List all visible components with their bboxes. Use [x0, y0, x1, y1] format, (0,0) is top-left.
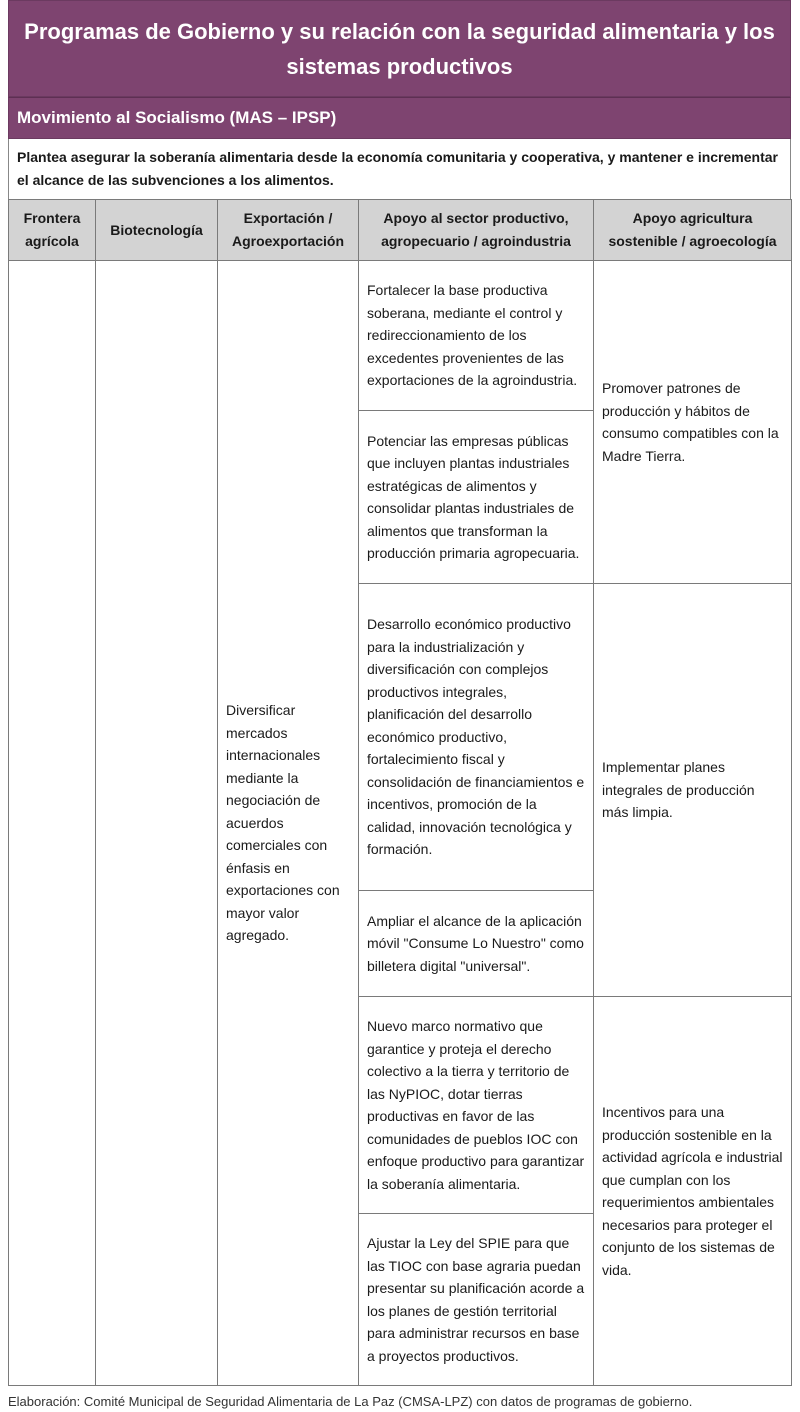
cell-frontera-agricola-empty	[9, 261, 96, 1386]
intro-statement: Plantea asegurar la soberanía alimentaria desde la economía comunitaria y cooperativa, y mantener e incrementar el alcance de las subvenciones a los alimentos.	[8, 139, 791, 199]
table-row	[9, 261, 792, 411]
header-exportacion: Exportación / Agroexportación	[218, 200, 359, 261]
table-header-row	[9, 200, 792, 261]
programs-table	[8, 199, 792, 1386]
cell-agricultura-item-2: Implementar planes integrales de producción más limpia.	[594, 584, 792, 997]
header-biotecnologia: Biotecnología	[96, 200, 218, 261]
source-note: Elaboración: Comité Municipal de Seguridad Alimentaria de La Paz (CMSA-LPZ) con datos de programas de gobierno.	[8, 1394, 693, 1409]
cell-sector-item-5: Nuevo marco normativo que garantice y proteja el derecho colectivo a la tierra y territorio de las NyPIOC, dotar tierras productivas en favor de las comunidades de pueblos IOC con enfoque productivo para garantizar la soberanía alimentaria.	[359, 997, 594, 1214]
cell-agricultura-item-3: Incentivos para una producción sostenible en la actividad agrícola e industrial que cumplan con los requerimientos ambientales necesarios para proteger el conjunto de los sistemas de vida.	[594, 997, 792, 1386]
header-apoyo-agricultura-sostenible: Apoyo agricultura sostenible / agroecología	[594, 200, 792, 261]
cell-agricultura-item-1: Promover patrones de producción y hábitos de consumo compatibles con la Madre Tierra.	[594, 261, 792, 584]
page-title: Programas de Gobierno y su relación con la seguridad alimentaria y los sistemas productivos	[8, 0, 791, 97]
cell-biotecnologia-empty	[96, 261, 218, 1386]
cell-sector-item-1: Fortalecer la base productiva soberana, mediante el control y redireccionamiento de los excedentes provenientes de las exportaciones de la agroindustria.	[359, 261, 594, 411]
cell-sector-item-4: Ampliar el alcance de la aplicación móvil "Consume Lo Nuestro" como billetera digital "universal".	[359, 891, 594, 997]
cell-sector-item-3: Desarrollo económico productivo para la industrialización y diversificación con complejos productivos integrales, planificación del desarrollo económico productivo, fortalecimiento fiscal y consolidación de financiamientos e incentivos, promoción de la calidad, innovación tecnológica y formación.	[359, 584, 594, 891]
header-apoyo-sector-productivo: Apoyo al sector productivo, agropecuario / agroindustria	[359, 200, 594, 261]
document-frame	[8, 0, 791, 1386]
cell-sector-item-2: Potenciar las empresas públicas que incluyen plantas industriales estratégicas de alimentos y consolidar plantas industriales de alimentos que transforman la producción primaria agropecuaria.	[359, 411, 594, 584]
header-frontera-agricola: Frontera agrícola	[9, 200, 96, 261]
party-name: Movimiento al Socialismo (MAS – IPSP)	[8, 97, 791, 139]
cell-exportacion: Diversificar mercados internacionales mediante la negociación de acuerdos comerciales con énfasis en exportaciones con mayor valor agregado.	[218, 261, 359, 1386]
cell-sector-item-6: Ajustar la Ley del SPIE para que las TIOC con base agraria puedan presentar su planificación acorde a los planes de gestión territorial para administrar recursos en base a proyectos productivos.	[359, 1214, 594, 1386]
